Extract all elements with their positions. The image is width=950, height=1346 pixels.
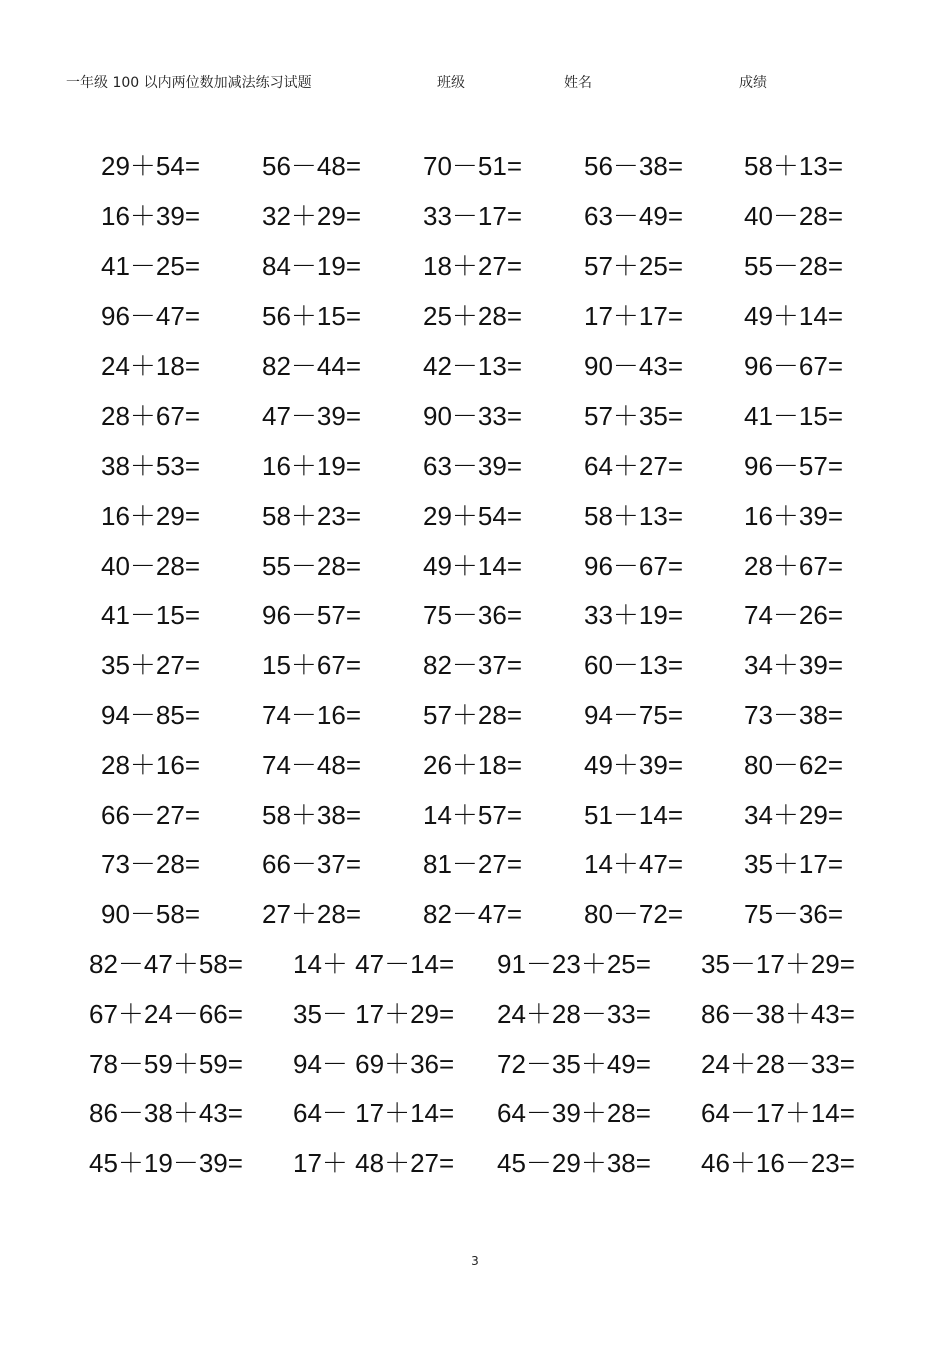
math-problem: 15＋67= xyxy=(262,650,362,680)
math-problem: 82－37= xyxy=(423,650,523,680)
problem-row xyxy=(0,348,950,384)
math-problem: 57＋28= xyxy=(423,700,523,730)
problem-row xyxy=(0,896,950,932)
math-problem: 29＋54= xyxy=(423,501,523,531)
math-problem: 82－47＋58= xyxy=(89,949,243,979)
math-problem: 84－19= xyxy=(262,251,362,281)
problem-row xyxy=(0,448,950,484)
math-problem: 34＋39= xyxy=(744,650,844,680)
math-problem: 58＋13= xyxy=(744,151,844,181)
math-problem: 51－14= xyxy=(584,800,684,830)
math-problem: 94－85= xyxy=(101,700,201,730)
math-problem: 56＋15= xyxy=(262,301,362,331)
math-problem: 96－47= xyxy=(101,301,201,331)
math-problem: 96－67= xyxy=(584,551,684,581)
math-problem: 45＋19－39= xyxy=(89,1148,243,1178)
math-problem: 64－ 17＋14= xyxy=(293,1098,455,1128)
math-problem: 80－72= xyxy=(584,899,684,929)
math-problem: 40－28= xyxy=(744,201,844,231)
math-problem: 14＋47= xyxy=(584,849,684,879)
math-problem: 67＋24－66= xyxy=(89,999,243,1029)
math-problem: 18＋27= xyxy=(423,251,523,281)
math-problem: 40－28= xyxy=(101,551,201,581)
math-problem: 74－48= xyxy=(262,750,362,780)
math-problem: 41－15= xyxy=(101,600,201,630)
problem-row xyxy=(0,248,950,284)
math-problem: 49＋14= xyxy=(423,551,523,581)
math-problem: 74－26= xyxy=(744,600,844,630)
problem-row xyxy=(0,1145,950,1181)
problem-row xyxy=(0,498,950,534)
math-problem: 16＋39= xyxy=(101,201,201,231)
math-problem: 86－38＋43= xyxy=(701,999,855,1029)
math-problem: 27＋28= xyxy=(262,899,362,929)
worksheet-title: 一年级 100 以内两位数加减法练习试题 xyxy=(66,75,312,91)
math-problem: 56－38= xyxy=(584,151,684,181)
problem-row xyxy=(0,298,950,334)
math-problem: 86－38＋43= xyxy=(89,1098,243,1128)
math-problem: 94－ 69＋36= xyxy=(293,1049,455,1079)
problem-row xyxy=(0,398,950,434)
math-problem: 14＋57= xyxy=(423,800,523,830)
math-problem: 24＋28－33= xyxy=(497,999,651,1029)
problem-row xyxy=(0,996,950,1032)
math-problem: 90－43= xyxy=(584,351,684,381)
math-problem: 81－27= xyxy=(423,849,523,879)
math-problem: 70－51= xyxy=(423,151,523,181)
math-problem: 80－62= xyxy=(744,750,844,780)
math-problem: 90－33= xyxy=(423,401,523,431)
math-problem: 63－39= xyxy=(423,451,523,481)
problem-row xyxy=(0,647,950,683)
worksheet-header xyxy=(0,72,950,92)
math-problem: 28＋67= xyxy=(744,551,844,581)
math-problem: 82－44= xyxy=(262,351,362,381)
name-label: 姓名 xyxy=(564,75,592,91)
math-problem: 74－16= xyxy=(262,700,362,730)
math-problem: 14＋ 47－14= xyxy=(293,949,455,979)
problem-row xyxy=(0,697,950,733)
math-problem: 91－23＋25= xyxy=(497,949,651,979)
problem-row xyxy=(0,797,950,833)
math-problem: 17＋17= xyxy=(584,301,684,331)
problem-row xyxy=(0,148,950,184)
math-problem: 34＋29= xyxy=(744,800,844,830)
math-problem: 24＋18= xyxy=(101,351,201,381)
math-problem: 45－29＋38= xyxy=(497,1148,651,1178)
math-problem: 55－28= xyxy=(744,251,844,281)
math-problem: 35－17＋29= xyxy=(701,949,855,979)
math-problem: 96－57= xyxy=(262,600,362,630)
math-problem: 49＋14= xyxy=(744,301,844,331)
math-problem: 42－13= xyxy=(423,351,523,381)
math-problem: 63－49= xyxy=(584,201,684,231)
math-problem: 58＋23= xyxy=(262,501,362,531)
math-problem: 29＋54= xyxy=(101,151,201,181)
math-problem: 73－38= xyxy=(744,700,844,730)
math-problem: 78－59＋59= xyxy=(89,1049,243,1079)
math-problem: 55－28= xyxy=(262,551,362,581)
math-problem: 82－47= xyxy=(423,899,523,929)
math-problem: 64－17＋14= xyxy=(701,1098,855,1128)
math-problem: 60－13= xyxy=(584,650,684,680)
math-problem: 25＋28= xyxy=(423,301,523,331)
math-problem: 38＋53= xyxy=(101,451,201,481)
math-problem: 73－28= xyxy=(101,849,201,879)
math-problem: 72－35＋49= xyxy=(497,1049,651,1079)
page-number: 3 xyxy=(471,1254,479,1268)
math-problem: 41－15= xyxy=(744,401,844,431)
math-problem: 35＋17= xyxy=(744,849,844,879)
score-label: 成绩 xyxy=(739,75,767,91)
math-problem: 28＋67= xyxy=(101,401,201,431)
math-problem: 94－75= xyxy=(584,700,684,730)
math-problem: 35＋27= xyxy=(101,650,201,680)
math-problem: 49＋39= xyxy=(584,750,684,780)
math-problem: 16＋19= xyxy=(262,451,362,481)
math-problem: 64＋27= xyxy=(584,451,684,481)
math-problem: 16＋29= xyxy=(101,501,201,531)
math-problem: 46＋16－23= xyxy=(701,1148,855,1178)
problem-row xyxy=(0,747,950,783)
math-problem: 57＋35= xyxy=(584,401,684,431)
math-problem: 66－27= xyxy=(101,800,201,830)
problem-row xyxy=(0,548,950,584)
math-problem: 96－57= xyxy=(744,451,844,481)
problem-row xyxy=(0,946,950,982)
problem-row xyxy=(0,846,950,882)
math-problem: 66－37= xyxy=(262,849,362,879)
math-problem: 16＋39= xyxy=(744,501,844,531)
math-problem: 56－48= xyxy=(262,151,362,181)
problem-row xyxy=(0,1046,950,1082)
math-problem: 28＋16= xyxy=(101,750,201,780)
math-problem: 58＋38= xyxy=(262,800,362,830)
math-problem: 17＋ 48＋27= xyxy=(293,1148,455,1178)
math-problem: 26＋18= xyxy=(423,750,523,780)
math-problem: 57＋25= xyxy=(584,251,684,281)
math-problem: 32＋29= xyxy=(262,201,362,231)
math-problem: 75－36= xyxy=(423,600,523,630)
problem-row xyxy=(0,1095,950,1131)
class-label: 班级 xyxy=(437,75,465,91)
math-problem: 64－39＋28= xyxy=(497,1098,651,1128)
problem-row xyxy=(0,597,950,633)
math-problem: 96－67= xyxy=(744,351,844,381)
math-problem: 24＋28－33= xyxy=(701,1049,855,1079)
math-problem: 47－39= xyxy=(262,401,362,431)
math-problem: 41－25= xyxy=(101,251,201,281)
math-problem: 33＋19= xyxy=(584,600,684,630)
math-problem: 58＋13= xyxy=(584,501,684,531)
problem-row xyxy=(0,198,950,234)
math-problem: 33－17= xyxy=(423,201,523,231)
math-problem: 90－58= xyxy=(101,899,201,929)
math-problem: 35－ 17＋29= xyxy=(293,999,455,1029)
math-problem: 75－36= xyxy=(744,899,844,929)
